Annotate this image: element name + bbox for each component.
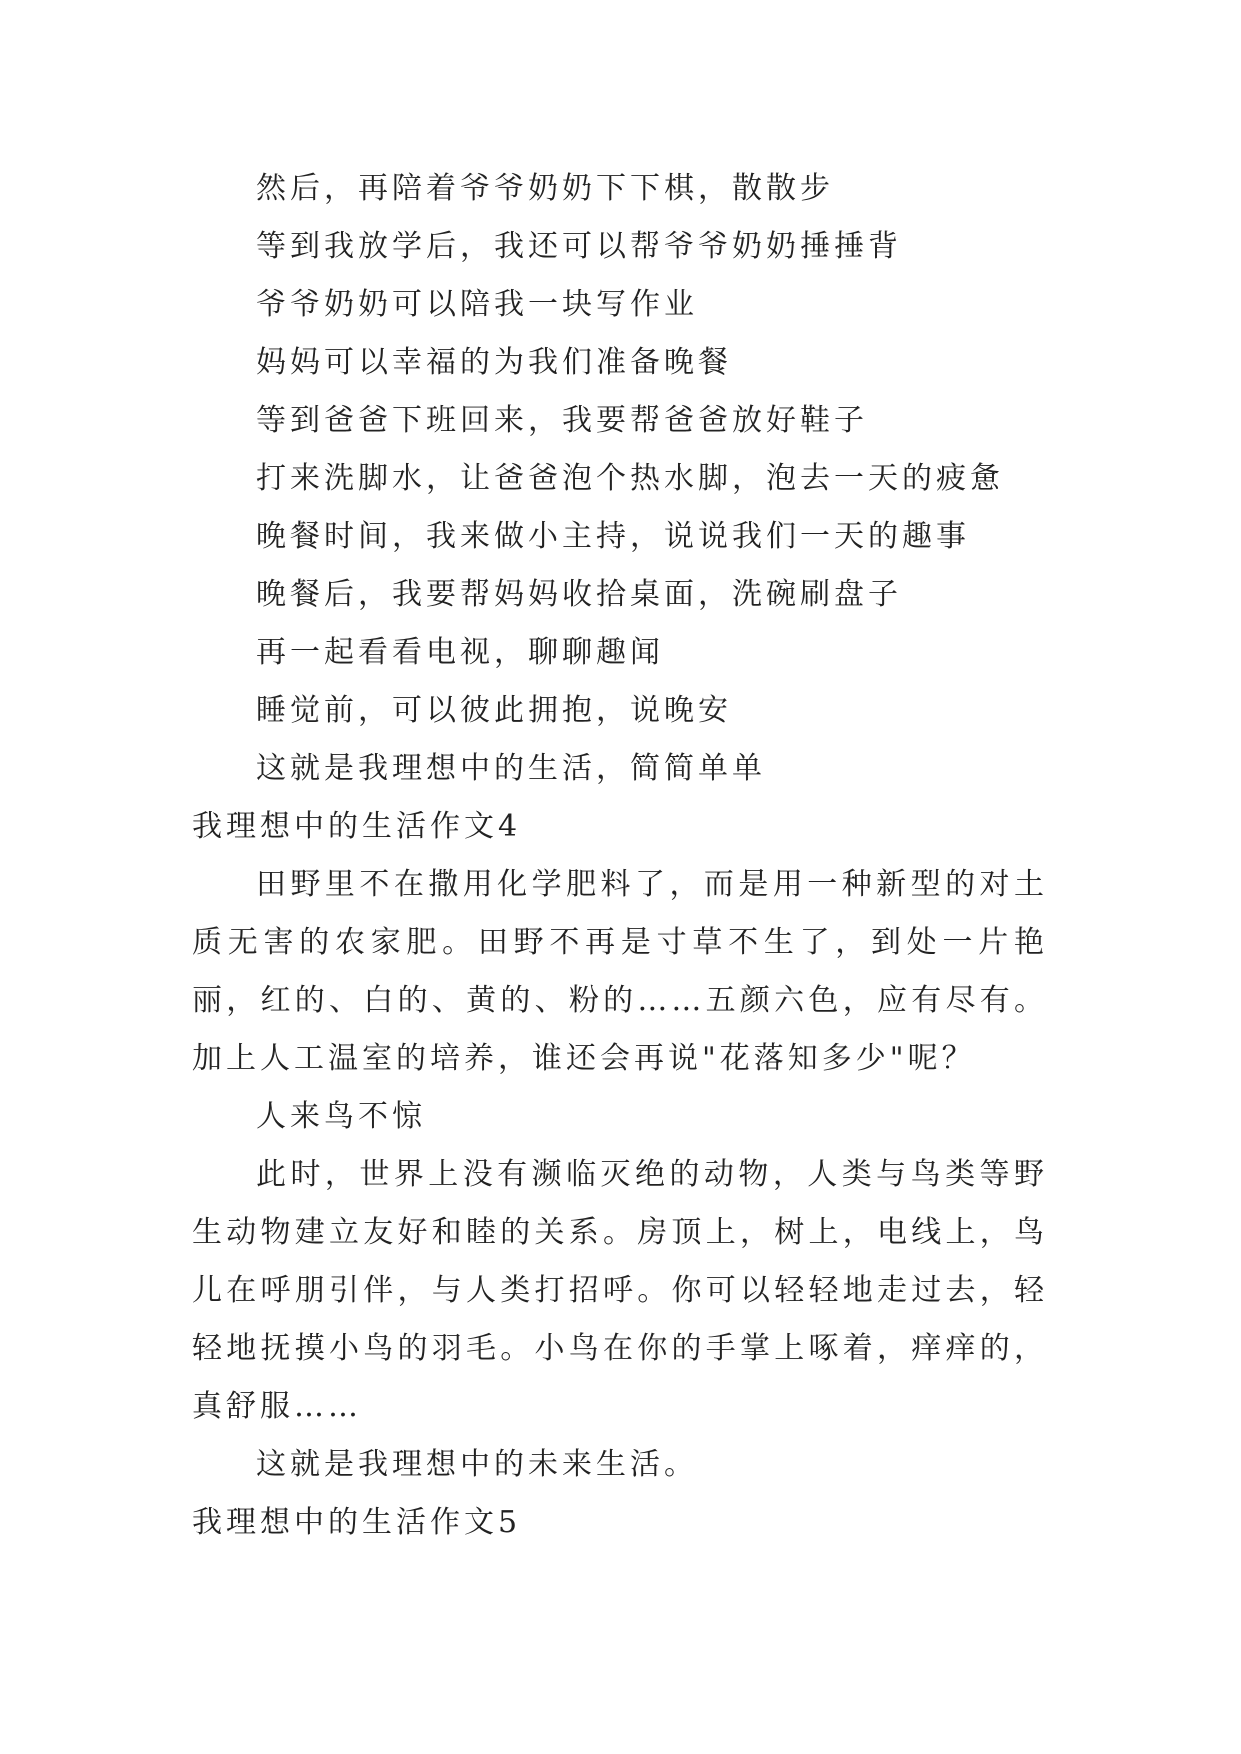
essay-4-closing: 这就是我理想中的未来生活。 (256, 1447, 698, 1482)
poem-line: 再一起看看电视，聊聊趣闻 (256, 635, 664, 670)
poem-line: 晚餐时间，我来做小主持，说说我们一天的趣事 (256, 519, 970, 554)
poem-line: 爷爷奶奶可以陪我一块写作业 (256, 287, 698, 322)
document-body (192, 160, 1048, 1552)
poem-line: 打来洗脚水，让爸爸泡个热水脚，泡去一天的疲惫 (256, 461, 1004, 496)
poem-line: 等到我放学后，我还可以帮爷爷奶奶捶捶背 (256, 229, 902, 264)
poem-line: 然后，再陪着爷爷奶奶下下棋，散散步 (256, 171, 834, 206)
poem-line: 这就是我理想中的生活，简简单单 (256, 751, 766, 786)
essay-5-heading: 我理想中的生活作文5 (192, 1505, 522, 1540)
essay-4-paragraph-1: 田野里不在撒用化学肥料了，而是用一种新型的对土质无害的农家肥。田野不再是寸草不生了，到处一片艳丽，红的、白的、黄的、粉的……五颜六色，应有尽有。加上人工温室的培养，谁还会再说"花落知多少"呢？ (192, 867, 1048, 1076)
essay-4-subtitle: 人来鸟不惊 (256, 1099, 426, 1134)
poem-line: 晚餐后，我要帮妈妈收拾桌面，洗碗刷盘子 (256, 577, 902, 612)
poem-line: 睡觉前，可以彼此拥抱，说晚安 (256, 693, 732, 728)
essay-4-heading: 我理想中的生活作文4 (192, 809, 522, 844)
poem-line: 妈妈可以幸福的为我们准备晚餐 (256, 345, 732, 380)
poem-line: 等到爸爸下班回来，我要帮爸爸放好鞋子 (256, 403, 868, 438)
essay-4-paragraph-2: 此时，世界上没有濒临灭绝的动物，人类与鸟类等野生动物建立友好和睦的关系。房顶上，树上，电线上，鸟儿在呼朋引伴，与人类打招呼。你可以轻轻地走过去，轻轻地抚摸小鸟的羽毛。小鸟在你的手掌上啄着，痒痒的，真舒服…… (192, 1157, 1048, 1424)
